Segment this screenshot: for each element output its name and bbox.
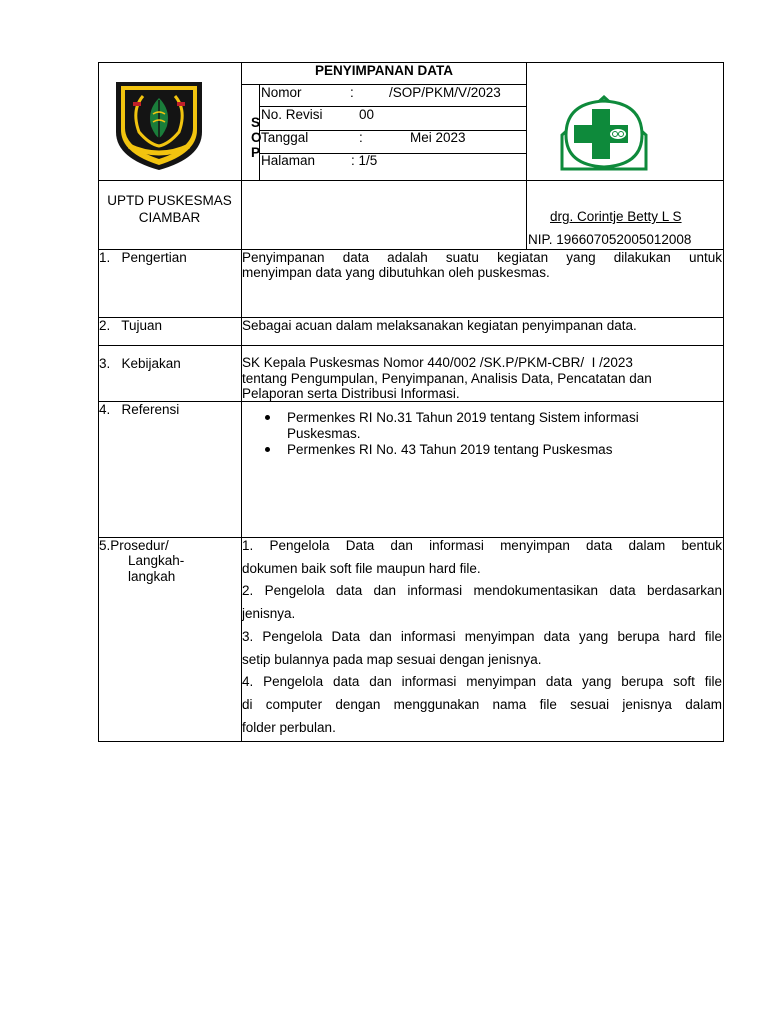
meta-halaman-label: Halaman: [261, 153, 316, 168]
prosedur-step-line: folder perbulan.: [242, 720, 336, 735]
meta-tanggal-colon: :: [359, 130, 363, 145]
prosedur-step-line: 4. Pengelola data dan informasi menyimpan data yang berupa soft file: [242, 674, 722, 689]
kebijakan-line-3: Pelaporan serta Distribusi Informasi.: [242, 386, 460, 401]
section-label-prosedur-3: langkah: [128, 569, 176, 584]
bullet-dot: [265, 447, 270, 452]
kebijakan-line-2: tentang Pengumpulan, Penyimpanan, Analisis Data, Pencatatan dan: [242, 371, 652, 386]
signatory-name: drg. Corintje Betty L S: [550, 209, 682, 224]
pengertian-line-1: Penyimpanan data adalah suatu kegiatan yang dilakukan untuk: [242, 250, 722, 265]
meta-tanggal-label: Tanggal: [261, 130, 309, 145]
prosedur-step-line: setip bulannya pada map sesuai dengan jenisnya.: [242, 652, 542, 667]
section-label-pengertian: 1. Pengertian: [99, 250, 187, 265]
org-name-line1: UPTD PUSKESMAS: [107, 193, 232, 208]
section-label-prosedur-2: Langkah-: [128, 553, 185, 568]
prosedur-step-line: 3. Pengelola Data dan informasi menyimpan data yang berupa hard file: [242, 629, 722, 644]
sop-letter-o: O: [251, 130, 262, 145]
prosedur-step-line: di computer dengan menggunakan nama file sesuai jenisnya dalam: [242, 697, 722, 712]
section-label-referensi: 4. Referensi: [99, 402, 180, 417]
prosedur-step-line: 2. Pengelola data dan informasi mendokumentasikan data berdasarkan: [242, 583, 722, 598]
kebijakan-line-1: SK Kepala Puskesmas Nomor 440/002 /SK.P/PKM-CBR/ I /2023: [242, 355, 633, 370]
section-label-kebijakan: 3. Kebijakan: [99, 356, 181, 371]
referensi-1-line-1: Permenkes RI No.31 Tahun 2019 tentang Sistem informasi: [287, 410, 639, 425]
meta-nomor-colon: :: [350, 85, 354, 100]
meta-tanggal-value: Mei 2023: [410, 130, 466, 145]
referensi-2-line-1: Permenkes RI No. 43 Tahun 2019 tentang Puskesmas: [287, 442, 613, 457]
referensi-1-line-2: Puskesmas.: [287, 426, 361, 441]
sop-letter-s: S: [251, 115, 261, 130]
puskesmas-logo: [560, 95, 648, 171]
document-title: PENYIMPANAN DATA: [315, 63, 453, 78]
prosedur-step-line: jenisnya.: [242, 606, 296, 621]
west-java-shield-logo: [113, 80, 205, 172]
tujuan-text: Sebagai acuan dalam melaksanakan kegiatan penyimpanan data.: [242, 318, 637, 333]
prosedur-step-line: 1. Pengelola Data dan informasi menyimpan data dalam bentuk: [242, 538, 722, 553]
org-name-line2: CIAMBAR: [138, 210, 201, 225]
section-label-prosedur-1: 5.Prosedur/: [99, 538, 169, 553]
prosedur-step-line: dokumen baik soft file maupun hard file.: [242, 561, 481, 576]
pengertian-line-2: menyimpan data yang dibutuhkan oleh puskesmas.: [242, 265, 550, 280]
meta-revisi-label: No. Revisi: [261, 107, 323, 122]
meta-halaman-value: : 1/5: [351, 153, 378, 168]
section-label-tujuan: 2. Tujuan: [99, 318, 163, 333]
meta-revisi-value: 00: [359, 107, 375, 122]
meta-nomor-value: /SOP/PKM/V/2023: [389, 85, 501, 100]
sop-letter-p: P: [251, 145, 261, 160]
bullet-dot: [265, 415, 270, 420]
meta-nomor-label: Nomor: [261, 85, 302, 100]
signatory-nip: NIP. 196607052005012008: [528, 232, 692, 247]
